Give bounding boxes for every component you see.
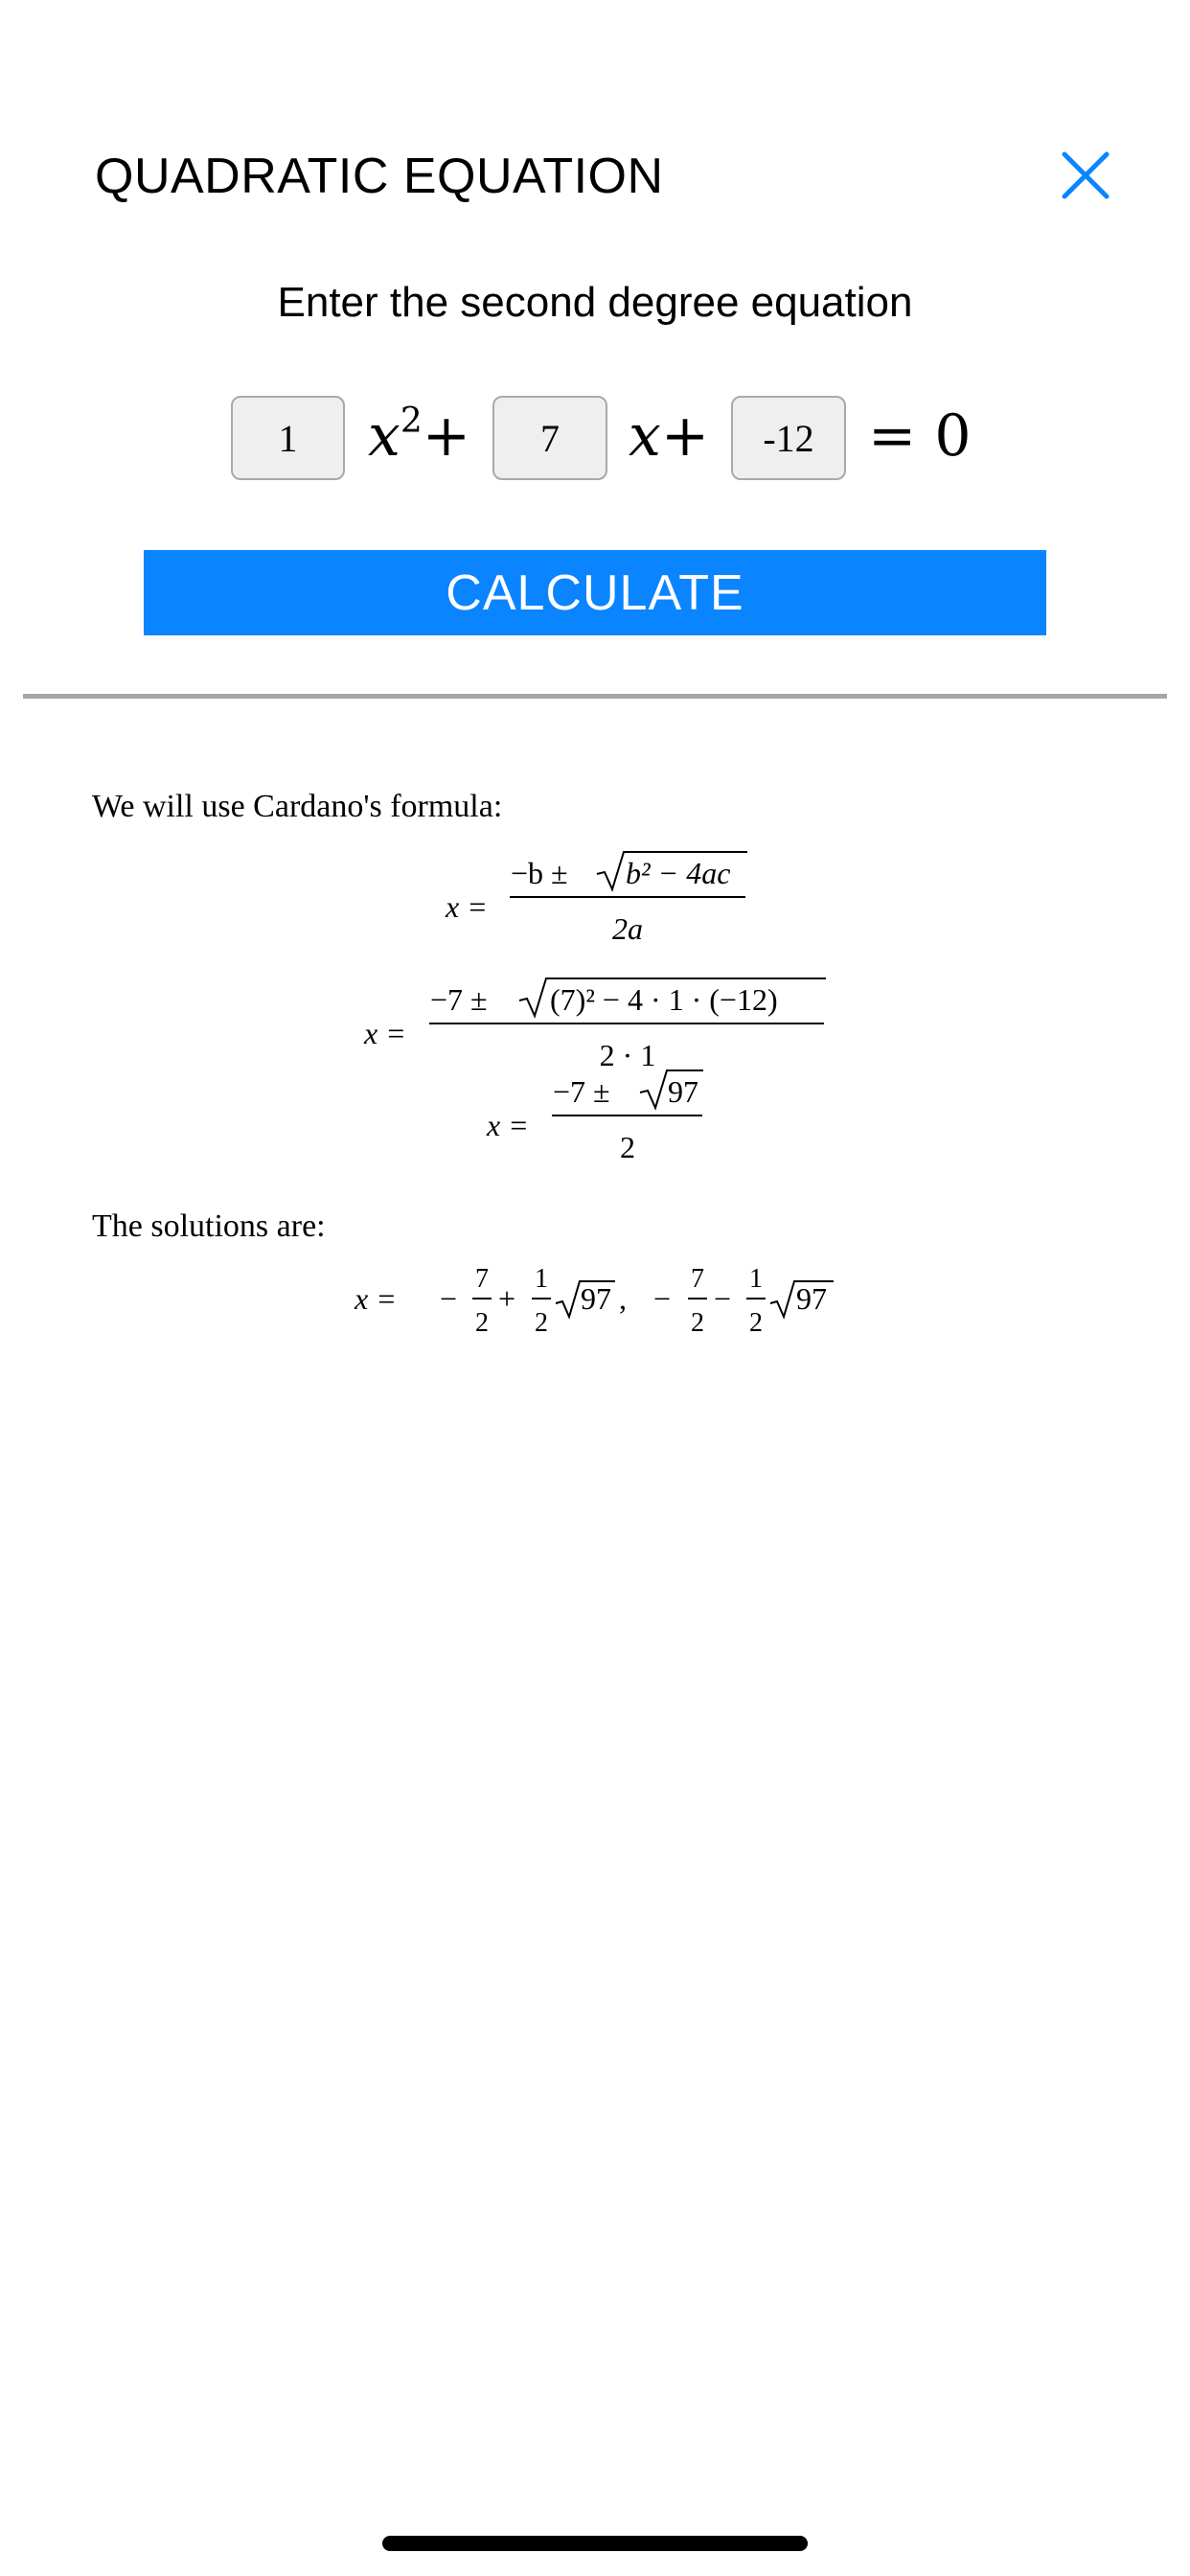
sol2-radicand: 97 <box>796 1281 827 1316</box>
result-intro-text: We will use Cardano's formula: <box>92 789 503 824</box>
sol2-frac2-numerator: 1 <box>749 1264 763 1294</box>
step1-lhs: x = <box>364 1016 406 1050</box>
sol1-frac1-numerator: 7 <box>475 1264 489 1294</box>
solution-separator: , <box>619 1281 627 1316</box>
sol2-frac1-numerator: 7 <box>691 1264 704 1294</box>
step2-denominator: 2 <box>620 1130 635 1164</box>
step1-radicand: (7)² − 4 · 1 · (−12) <box>550 982 778 1017</box>
solutions-expression <box>0 1255 1190 1351</box>
sol1-operator: + <box>498 1281 516 1316</box>
coefficient-c-input[interactable] <box>731 396 846 480</box>
close-button[interactable] <box>1058 148 1113 203</box>
sol2-sign: − <box>653 1281 672 1316</box>
formula-radicand: b² − 4ac <box>626 856 731 890</box>
x-term: x+ <box>629 402 710 470</box>
formula-general <box>0 843 1190 949</box>
sol1-frac2-numerator: 1 <box>535 1264 548 1294</box>
step1-numerator-prefix: −7 ± <box>430 982 488 1017</box>
formula-simplified <box>0 1062 1190 1167</box>
coefficient-b-input[interactable] <box>492 396 607 480</box>
sol2-frac1-denominator: 2 <box>691 1308 704 1338</box>
home-indicator[interactable] <box>382 2536 808 2551</box>
coefficient-a-input[interactable] <box>231 396 345 480</box>
calculate-button[interactable]: CALCULATE <box>144 550 1046 635</box>
sol2-frac2-denominator: 2 <box>749 1308 763 1338</box>
step2-numerator-prefix: −7 ± <box>553 1074 610 1109</box>
formula-numerator-prefix: −b ± <box>511 856 568 890</box>
sol2-operator: − <box>714 1281 732 1316</box>
solutions-lhs: x = <box>355 1281 397 1316</box>
formula-substituted <box>0 970 1190 1075</box>
equals-zero: = 0 <box>868 402 972 470</box>
sol1-frac1-denominator: 2 <box>475 1308 489 1338</box>
close-icon <box>1058 148 1113 203</box>
sol1-frac2-denominator: 2 <box>535 1308 548 1338</box>
step2-radicand: 97 <box>668 1074 698 1109</box>
divider <box>23 694 1167 699</box>
page-title: QUADRATIC EQUATION <box>95 149 664 204</box>
step1-denominator: 2 · 1 <box>599 1038 656 1072</box>
instruction-text: Enter the second degree equation <box>277 279 913 326</box>
step2-lhs: x = <box>487 1108 529 1142</box>
solutions-label: The solutions are: <box>92 1208 326 1244</box>
sol1-sign: − <box>440 1281 458 1316</box>
formula-lhs: x = <box>446 889 488 924</box>
x-squared-term: $x^2+$ <box>368 402 471 470</box>
sol1-radicand: 97 <box>581 1281 611 1316</box>
formula-denominator: 2a <box>612 911 643 946</box>
